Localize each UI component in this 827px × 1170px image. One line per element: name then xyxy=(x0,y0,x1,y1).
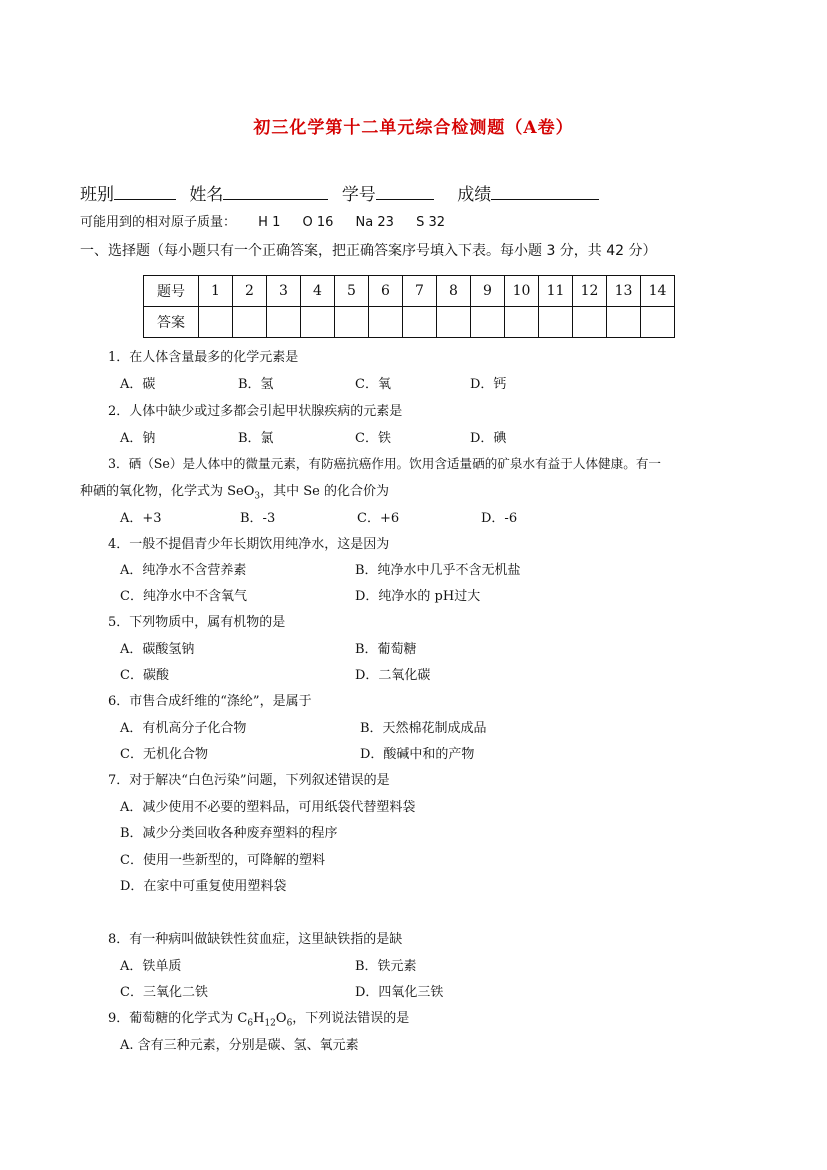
name-blank[interactable] xyxy=(223,183,328,200)
answer-row xyxy=(144,307,675,338)
number-row-header: 题号 xyxy=(144,276,199,307)
number-cell: 1 xyxy=(199,276,233,307)
class-label: 班别 xyxy=(80,185,114,205)
answer-table xyxy=(143,275,675,338)
option: D．-6 xyxy=(481,511,518,526)
answer-cell[interactable] xyxy=(267,307,301,338)
student-info-line xyxy=(80,180,599,205)
question-2: 2．人体中缺少或过多都会引起甲状腺疾病的元素是 xyxy=(108,404,403,419)
answer-cell[interactable] xyxy=(607,307,641,338)
option: D．钙 xyxy=(470,377,507,392)
question-8: 8．有一种病叫做缺铁性贫血症，这里缺铁指的是缺 xyxy=(108,932,403,947)
option: A．+3 xyxy=(120,511,162,526)
number-cell: 3 xyxy=(267,276,301,307)
answer-cell[interactable] xyxy=(199,307,233,338)
option: A. 含有三种元素，分别是碳、氢、氧元素 xyxy=(120,1038,359,1053)
option: B．铁元素 xyxy=(355,959,417,974)
number-cell: 11 xyxy=(539,276,573,307)
answer-cell[interactable] xyxy=(641,307,675,338)
option: B．葡萄糖 xyxy=(355,642,417,657)
option: B．纯净水中几乎不含无机盐 xyxy=(355,563,521,578)
question-6: 6．市售合成纤维的“涤纶”，是属于 xyxy=(108,694,312,709)
option: C．碳酸 xyxy=(120,668,169,683)
option: D．纯净水的 pH过大 xyxy=(355,589,481,604)
number-cell: 8 xyxy=(437,276,471,307)
id-blank[interactable] xyxy=(376,183,434,200)
mass-na: Na 23 xyxy=(355,215,394,230)
option: A．纯净水不含营养素 xyxy=(120,563,247,578)
option: C．铁 xyxy=(355,431,391,446)
option: A．碳酸氢钠 xyxy=(120,642,195,657)
option: D．碘 xyxy=(470,431,507,446)
q9-sub-o: 6 xyxy=(286,1018,293,1029)
option: A．钠 xyxy=(120,431,156,446)
number-cell: 4 xyxy=(301,276,335,307)
option: B．氯 xyxy=(238,431,274,446)
score-blank[interactable] xyxy=(491,183,599,200)
q9-text-c: O xyxy=(275,1011,287,1026)
option: C．无机化合物 xyxy=(120,747,208,762)
class-blank[interactable] xyxy=(114,183,176,200)
mass-h: H 1 xyxy=(258,215,281,230)
option: C．纯净水中不含氧气 xyxy=(120,589,247,604)
number-cell: 9 xyxy=(471,276,505,307)
answer-cell[interactable] xyxy=(539,307,573,338)
option: D．二氧化碳 xyxy=(355,668,431,683)
q3-text-b: ，其中 Se 的化合价为 xyxy=(260,484,389,499)
option: D．四氧化三铁 xyxy=(355,985,444,1000)
answer-cell[interactable] xyxy=(233,307,267,338)
option: B．天然棉花制成成品 xyxy=(360,721,487,736)
number-cell: 13 xyxy=(607,276,641,307)
answer-cell[interactable] xyxy=(369,307,403,338)
option: D．在家中可重复使用塑料袋 xyxy=(120,879,287,894)
option: A．铁单质 xyxy=(120,959,182,974)
answer-row-header: 答案 xyxy=(144,307,199,338)
mass-o: O 16 xyxy=(302,215,334,230)
question-9 xyxy=(108,1007,409,1029)
number-cell: 5 xyxy=(335,276,369,307)
answer-cell[interactable] xyxy=(403,307,437,338)
option: A．碳 xyxy=(120,377,156,392)
option: B．氢 xyxy=(238,377,274,392)
answer-cell[interactable] xyxy=(301,307,335,338)
score-label: 成绩 xyxy=(457,185,492,205)
number-cell: 7 xyxy=(403,276,437,307)
answer-cell[interactable] xyxy=(471,307,505,338)
q9-text-a: 9．葡萄糖的化学式为 C xyxy=(108,1011,248,1026)
q3-text-a: 种硒的氧化物，化学式为 SeO xyxy=(80,484,255,499)
question-3-line2 xyxy=(80,480,389,502)
q9-sub-h: 12 xyxy=(264,1018,276,1029)
number-cell: 14 xyxy=(641,276,675,307)
option: C．+6 xyxy=(357,511,400,526)
q9-sub-c: 6 xyxy=(247,1018,254,1029)
answer-cell[interactable] xyxy=(505,307,539,338)
number-cell: 10 xyxy=(505,276,539,307)
option: B．减少分类回收各种废弃塑料的程序 xyxy=(120,826,338,841)
atomic-mass-label: 可能用到的相对原子质量： xyxy=(80,215,237,230)
question-7: 7．对于解决“白色污染”问题，下列叙述错误的是 xyxy=(108,773,390,788)
option: B．-3 xyxy=(240,511,276,526)
name-label: 姓名 xyxy=(189,185,224,205)
atomic-mass-line xyxy=(80,211,445,230)
question-1: 1．在人体含量最多的化学元素是 xyxy=(108,350,299,365)
option: A．减少使用不必要的塑料品，可用纸袋代替塑料袋 xyxy=(120,800,416,815)
number-cell: 12 xyxy=(573,276,607,307)
option: A．有机高分子化合物 xyxy=(120,721,247,736)
option: C．三氧化二铁 xyxy=(120,985,208,1000)
answer-cell[interactable] xyxy=(437,307,471,338)
question-4: 4．一般不提倡青少年长期饮用纯净水，这是因为 xyxy=(108,537,390,552)
question-5: 5．下列物质中，属有机物的是 xyxy=(108,615,286,630)
option: C．氧 xyxy=(355,377,391,392)
option: D．酸碱中和的产物 xyxy=(360,747,475,762)
number-cell: 6 xyxy=(369,276,403,307)
question-3: 3．硒（Se）是人体中的微量元素，有防癌抗癌作用。饮用含适量硒的矿泉水有益于人体健康。有一 xyxy=(108,456,662,471)
answer-cell[interactable] xyxy=(573,307,607,338)
answer-cell[interactable] xyxy=(335,307,369,338)
mass-s: S 32 xyxy=(416,215,445,230)
id-label: 学号 xyxy=(341,185,376,205)
q3-subscript: 3 xyxy=(254,491,261,502)
page-title: 初三化学第十二单元综合检测题（A卷） xyxy=(253,118,574,138)
section-heading: 一、选择题（每小题只有一个正确答案，把正确答案序号填入下表。每小题 3 分，共 42 分） xyxy=(80,243,657,259)
number-cell: 2 xyxy=(233,276,267,307)
option: C．使用一些新型的，可降解的塑料 xyxy=(120,853,325,868)
q9-text-b: H xyxy=(253,1011,265,1026)
q9-text-d: ，下列说法错误的是 xyxy=(292,1011,410,1026)
number-row xyxy=(144,276,675,307)
